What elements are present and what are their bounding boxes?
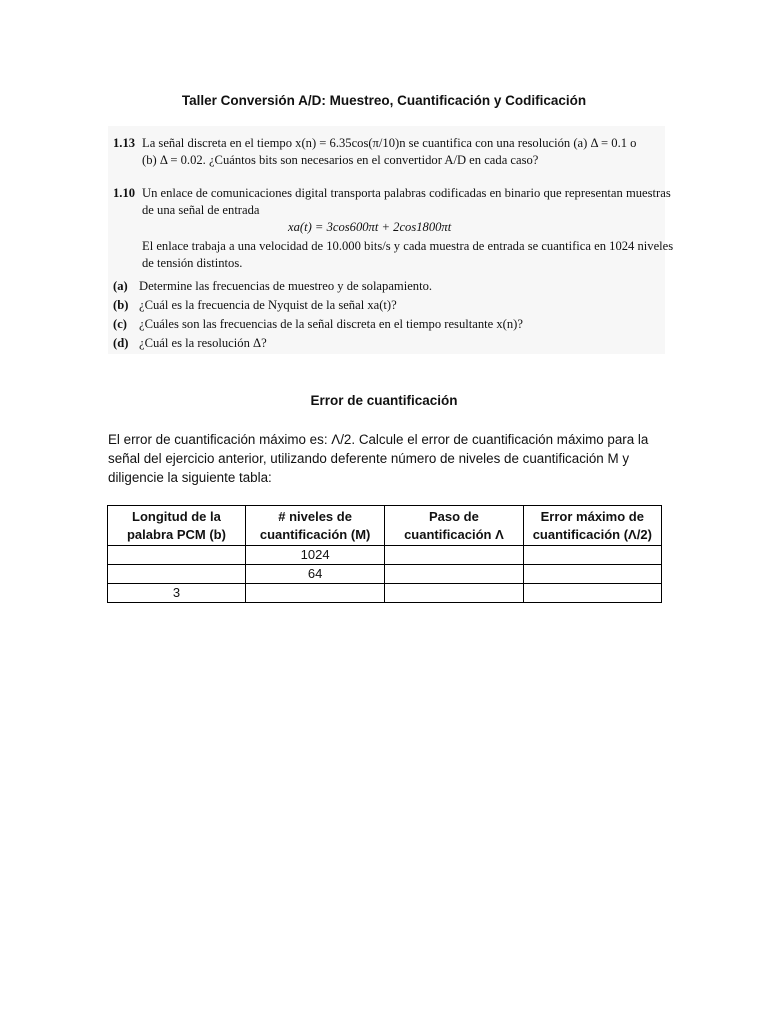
problem-line: (b) Δ = 0.02. ¿Cuántos bits son necesarios en el convertidor A/D en cada caso? [142, 153, 539, 167]
table-row [108, 546, 662, 565]
section-title: Error de cuantificación [310, 393, 458, 408]
instructions-paragraph [108, 430, 662, 487]
quantization-table [107, 505, 662, 603]
table-cell[interactable]: 1024 [245, 546, 384, 565]
table-cell[interactable] [245, 584, 384, 603]
header-levels: # niveles de cuantificación (M) [245, 506, 384, 546]
table-row [108, 584, 662, 603]
table-row [108, 565, 662, 584]
header-step: Paso de cuantificación Λ [385, 506, 523, 546]
question-item: (a) Determine las frecuencias de muestreo y de solapamiento. [113, 279, 433, 293]
table-cell[interactable] [108, 565, 246, 584]
paragraph-line: diligencie la siguiente tabla: [108, 470, 272, 485]
table-cell[interactable] [385, 584, 523, 603]
problem-line: de tensión distintos. [142, 256, 243, 270]
table-cell[interactable] [523, 546, 661, 565]
problem-line: El enlace trabaja a una velocidad de 10.000 bits/s y cada muestra de entrada se cuantifica en 1024 niveles [142, 239, 674, 253]
paragraph-line: señal del ejercicio anterior, utilizando deferente número de niveles de cuantificación M y [108, 451, 630, 466]
signal-equation: xa(t) = 3cos600πt + 2cos1800πt [288, 220, 452, 234]
table-cell[interactable] [385, 565, 523, 584]
question-item: (d) ¿Cuál es la resolución Δ? [113, 336, 267, 350]
problem-line: Un enlace de comunicaciones digital transporta palabras codificadas en binario que representan muestras [142, 186, 671, 200]
question-item: (b) ¿Cuál es la frecuencia de Nyquist de la señal xa(t)? [113, 298, 397, 312]
table-header-row [108, 506, 662, 546]
table-cell[interactable] [108, 546, 246, 565]
problem-number: 1.13 [113, 136, 136, 150]
question-item: (c) ¿Cuáles son las frecuencias de la señal discreta en el tiempo resultante x(n)? [113, 317, 523, 331]
document-title: Taller Conversión A/D: Muestreo, Cuantificación y Codificación [181, 93, 587, 108]
problem-line: La señal discreta en el tiempo x(n) = 6.35cos(π/10)n se cuantifica con una resolución (a) Δ = 0.1 o [142, 136, 637, 150]
textbook-excerpt [108, 126, 674, 354]
header-max-error: Error máximo de cuantificación (Λ/2) [523, 506, 661, 546]
problem-line: de una señal de entrada [142, 203, 260, 217]
table-cell[interactable] [385, 546, 523, 565]
table-cell[interactable] [523, 584, 661, 603]
table-cell[interactable]: 64 [245, 565, 384, 584]
table-cell[interactable]: 3 [108, 584, 246, 603]
header-word-length: Longitud de la palabra PCM (b) [108, 506, 246, 546]
paragraph-line: El error de cuantificación máximo es: Λ/2. Calcule el error de cuantificación máximo para la [108, 432, 649, 447]
problem-number: 1.10 [113, 186, 136, 200]
table-cell[interactable] [523, 565, 661, 584]
